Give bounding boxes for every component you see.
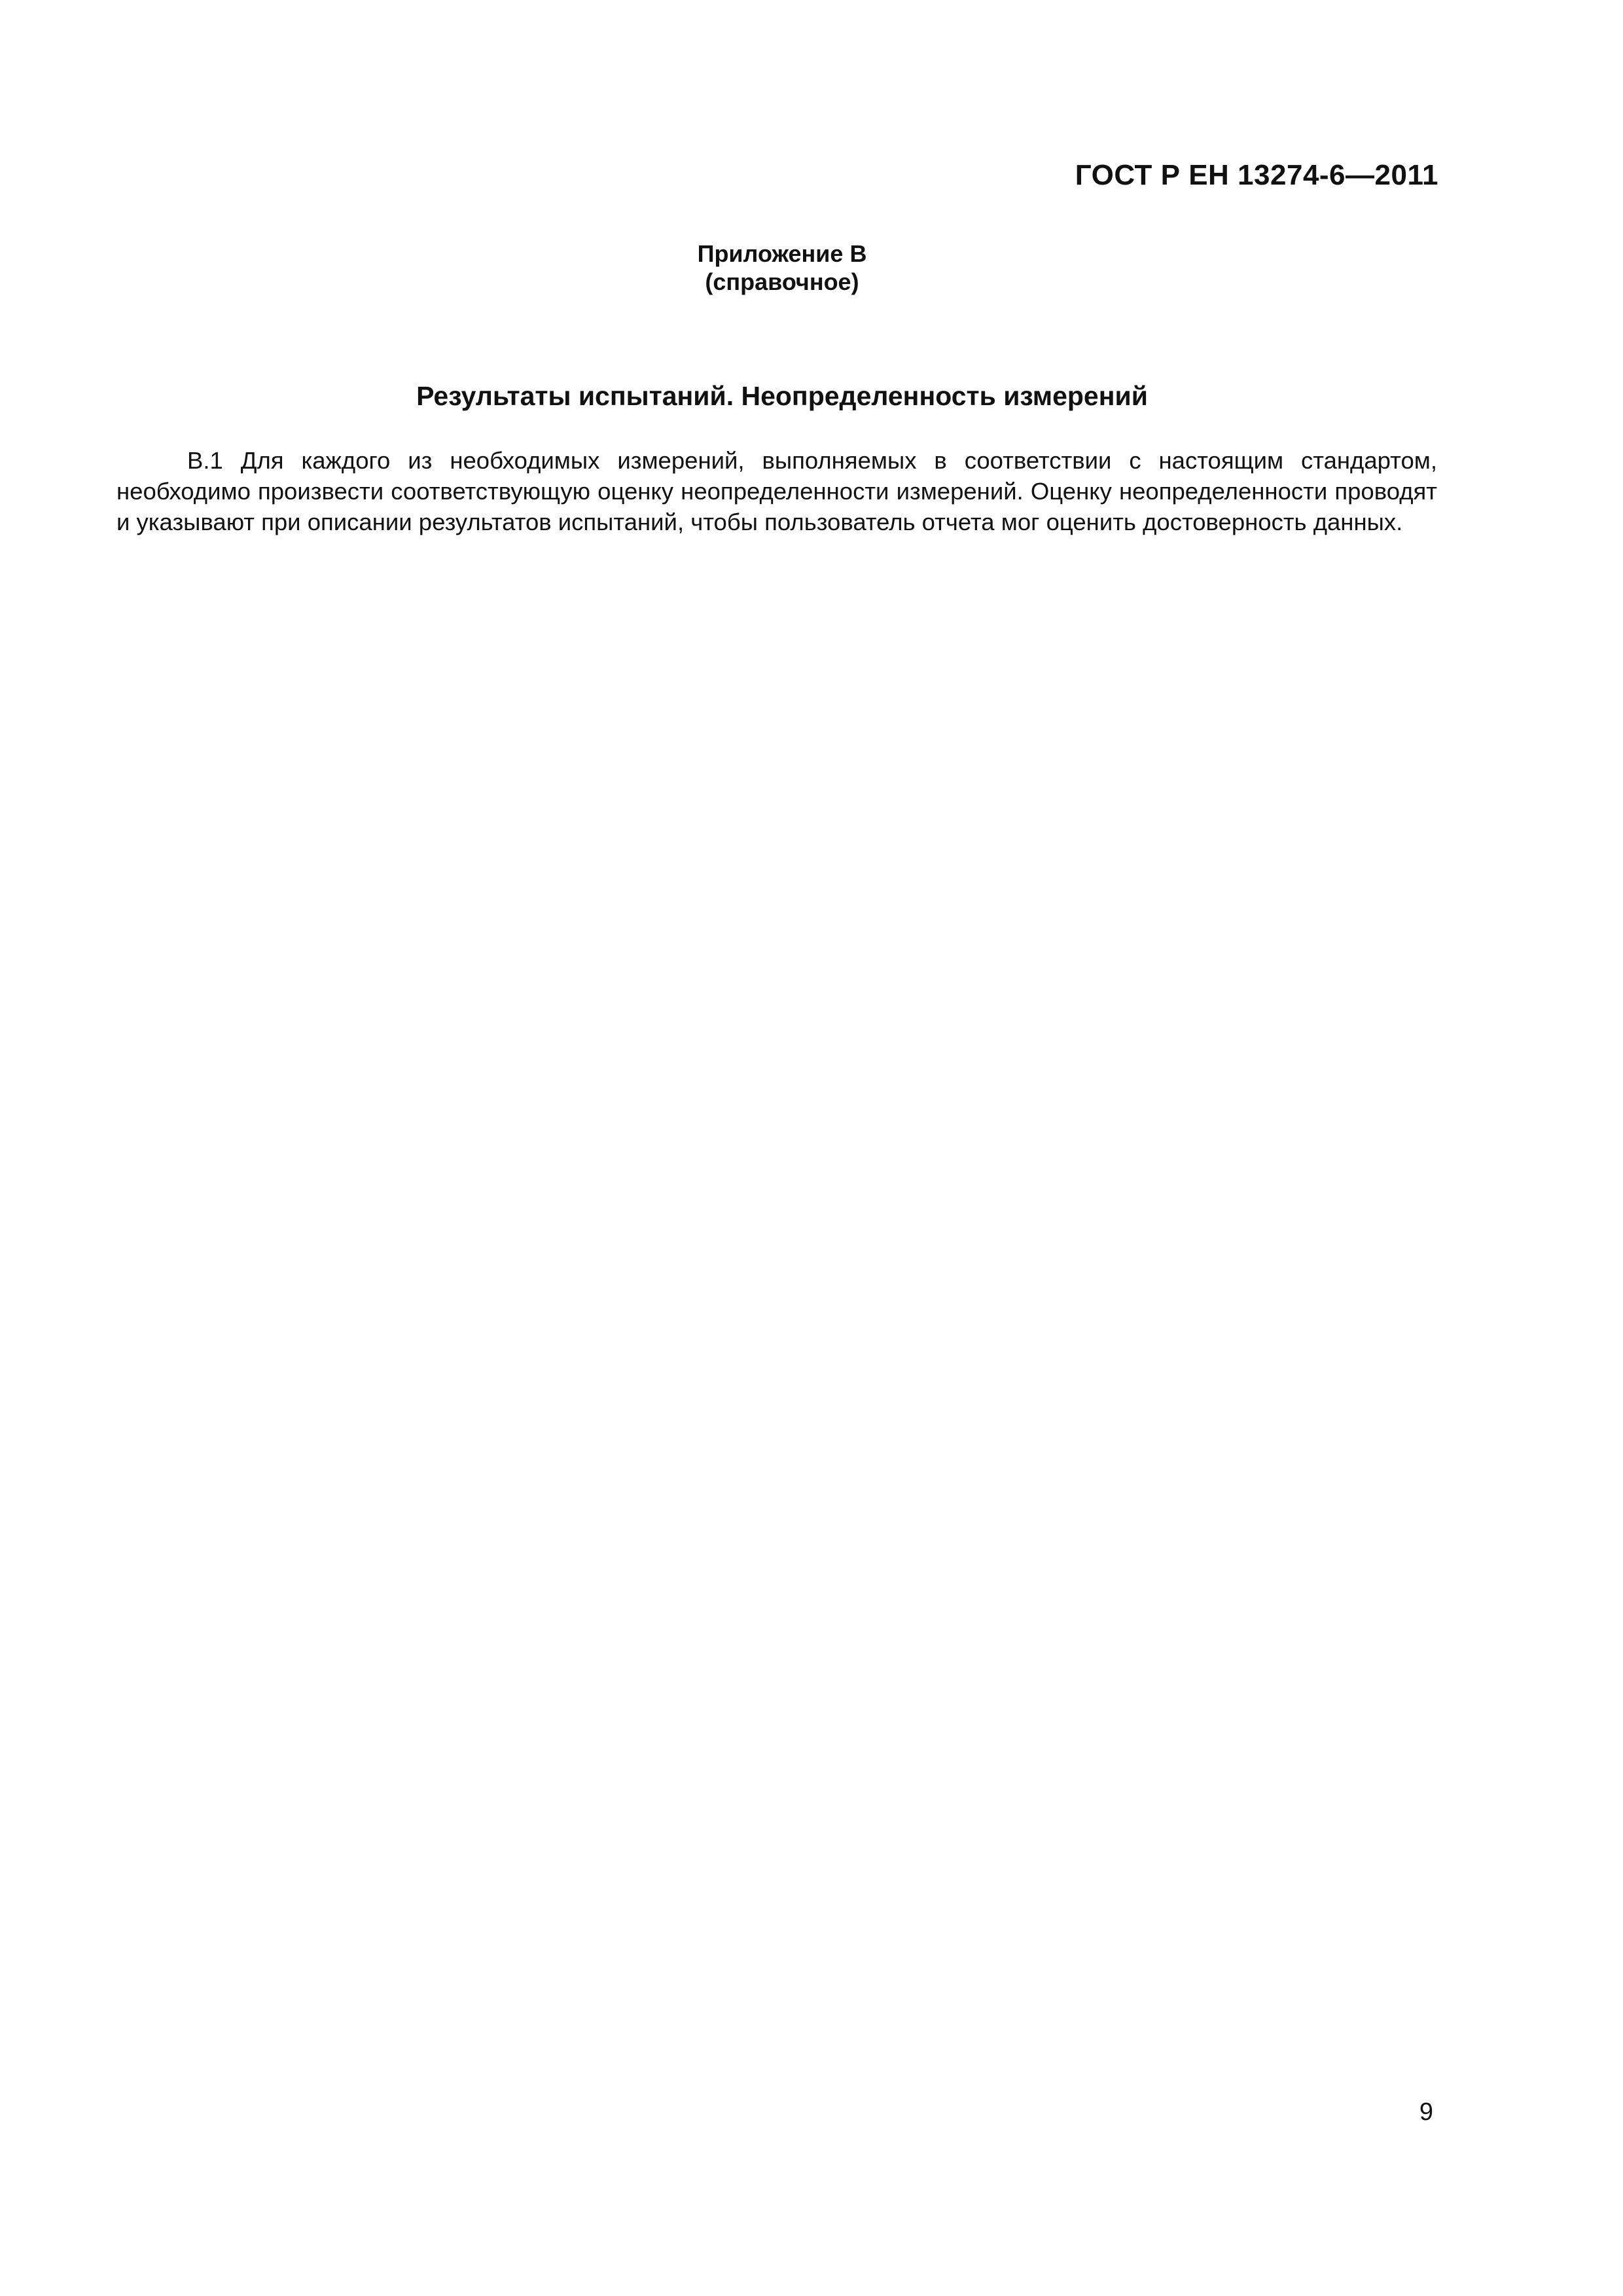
page-number: 9 <box>1419 2098 1433 2126</box>
paragraph-b1: В.1 Для каждого из необходимых измерений, выполняемых в соответствии с настоящим стандартом, необходимо произвести соответствующую оценку неопределенности измерений. Оценку неопределенности проводят и указывают при описании результатов испытаний, чтобы пользователь отчета мог оценить достоверность данных. <box>116 447 1437 535</box>
annex-heading <box>0 240 1564 296</box>
annex-type: (справочное) <box>705 268 859 295</box>
section-title: Результаты испытаний. Неопределенность измерений <box>416 381 1148 411</box>
annex-title: Приложение В <box>697 240 867 267</box>
document-code: ГОСТ Р ЕН 13274-6—2011 <box>1075 159 1438 191</box>
